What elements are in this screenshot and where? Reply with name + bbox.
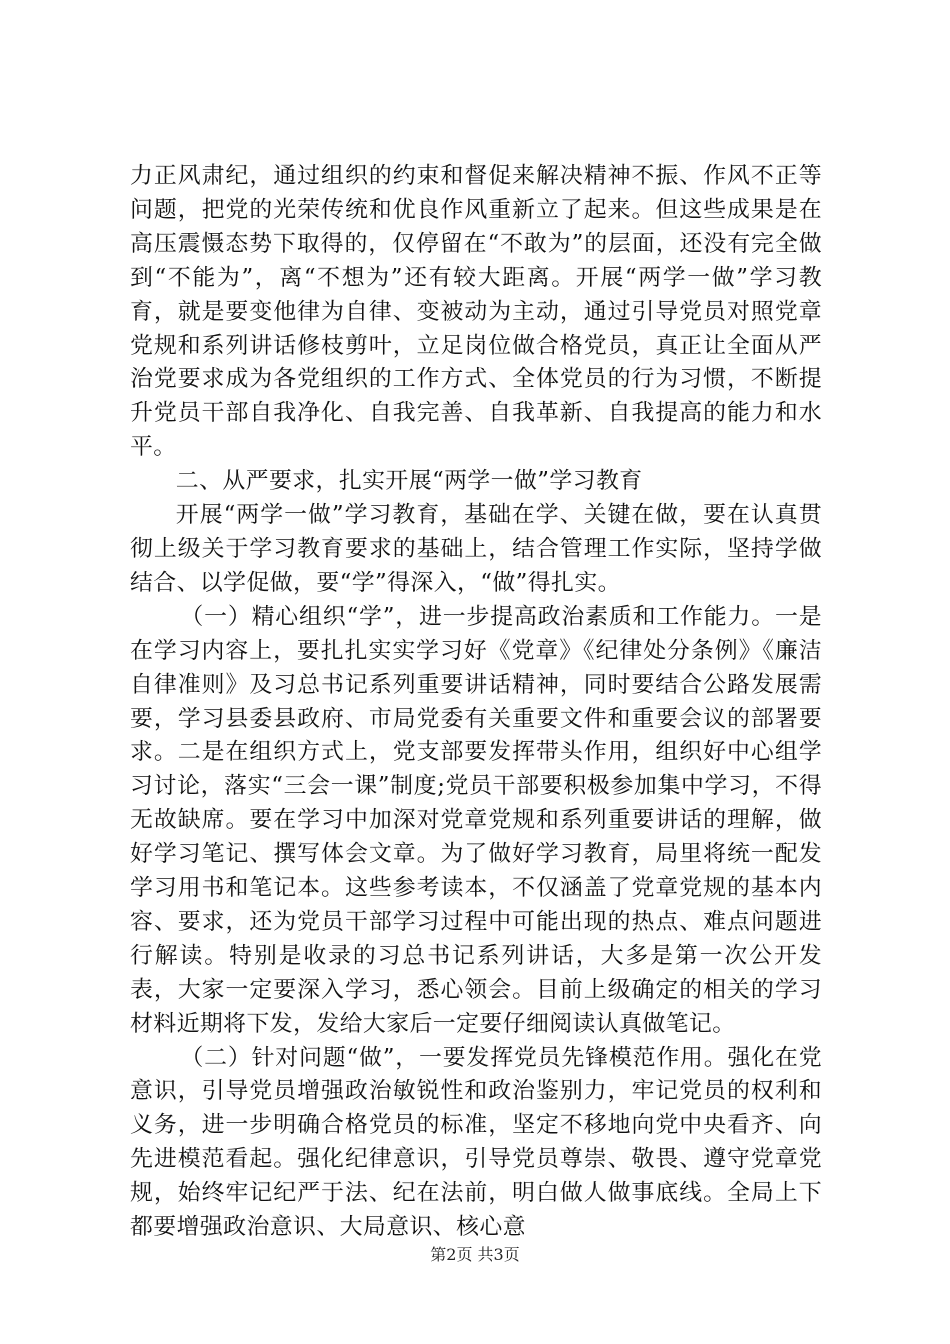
document-body — [130, 160, 822, 1245]
section-heading: 二、从严要求，扎实开展“两学一做”学习教育 — [175, 468, 643, 495]
paragraph-intro: 开展“两学一做”学习教育，基础在学、关键在做，要在认真贯彻上级关于学习教育要求的基础上，结合管理工作实际，坚持学做结合、以学促做，要“学”得深入，“做”得扎实。 — [130, 502, 822, 596]
page-number-footer: 第2页 共3页 — [430, 1245, 520, 1264]
paragraph-study: （一）精心组织“学”，进一步提高政治素质和工作能力。一是在学习内容上，要扎扎实实学习好《党章》《纪律处分条例》《廉洁自律准则》及习总书记系列重要讲话精神，同时要结合公路发展需要，学习县委县政府、市局党委有关重要文件和重要会议的部署要求。二是在组织方式上，党支部要发挥带头作用，组织好中心组学习讨论，落实“三会一课”制度;党员干部要积极参加集中学习，不得无故缺席。要在学习中加深对党章党规和系列重要讲话的理解，做好学习笔记、撰写体会文章。为了做好学习教育，局里将统一配发学习用书和笔记本。这些参考读本，不仅涵盖了党章党规的基本内容、要求，还为党员干部学习过程中可能出现的热点、难点问题进行解读。特别是收录的习总书记系列讲话，大多是第一次公开发表，大家一定要深入学习，悉心领会。目前上级确定的相关的学习材料近期将下发，发给大家后一定要仔细阅读认真做笔记。 — [130, 603, 822, 1037]
paragraph-practice: （二）针对问题“做”，一要发挥党员先锋模范作用。强化在党意识，引导党员增强政治敏锐性和政治鉴别力，牢记党员的权利和义务，进一步明确合格党员的标准，坚定不移地向党中央看齐、向先进模范看起。强化纪律意识，引导党员尊崇、敬畏、遵守党章党规，始终牢记纪严于法、纪在法前，明白做人做事底线。全局上下都要增强政治意识、大局意识、核心意 — [130, 1044, 822, 1241]
paragraph-continuation: 力正风肃纪，通过组织的约束和督促来解决精神不振、作风不正等问题，把党的光荣传统和优良作风重新立了起来。但这些成果是在高压震慑态势下取得的，仅停留在“不敢为”的层面，还没有完全做到“不能为”，离“不想为”还有较大距离。开展“两学一做”学习教育，就是要变他律为自律、变被动为主动，通过引导党员对照党章党规和系列讲话修枝剪叶，立足岗位做合格党员，真正让全面从严治党要求成为各党组织的工作方式、全体党员的行为习惯，不断提升党员干部自我净化、自我完善、自我革新、自我提高的能力和水平。 — [130, 163, 822, 461]
